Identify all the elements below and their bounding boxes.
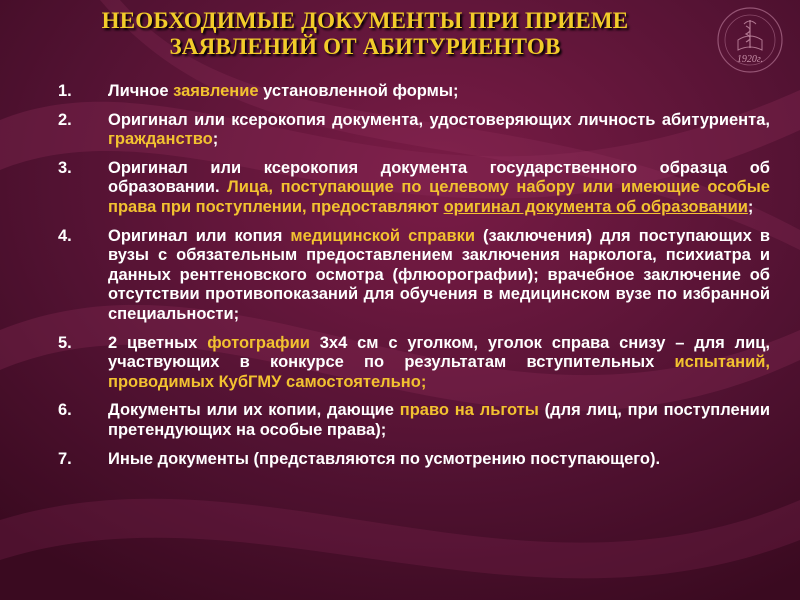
item-highlight: гражданство	[108, 130, 213, 149]
logo-year: 1920г.	[736, 54, 764, 65]
item-highlight: испытаний, проводимых КубГМУ самостоятельно;	[108, 353, 770, 391]
list-item	[58, 401, 770, 440]
item-text: Оригинал или копия	[108, 226, 291, 245]
item-text: (для лиц, при поступлении претендующих на особые права);	[108, 401, 770, 439]
item-number: 6.	[58, 401, 72, 420]
item-number: 1.	[58, 82, 72, 100]
item-number: 5.	[58, 333, 72, 352]
list-item	[58, 334, 770, 393]
slide-title	[40, 8, 690, 60]
item-text: (заключения) для поступающих в вузы с обязательным предоставлением заключения нарколога, психиатра и данных рентгеновского осмотра (флюорографии); врачебное заключение об отсутствии противопоказаний для обучения в медицинском вузе по избранной специальности;	[108, 226, 771, 323]
item-number: 2.	[58, 110, 72, 129]
title-line-2: ЗАЯВЛЕНИЙ ОТ АБИТУРИЕНТОВ	[169, 34, 561, 59]
list-item	[58, 227, 770, 325]
item-highlight: право на льготы	[399, 401, 539, 420]
item-text: Личное	[108, 82, 174, 100]
university-logo	[700, 4, 796, 76]
list-item	[58, 111, 770, 150]
item-text: 2 цветных	[108, 333, 208, 352]
item-text: Иные документы (представляются по усмотрению поступающего).	[108, 449, 661, 468]
item-number: 4.	[58, 226, 72, 245]
list-item	[58, 82, 770, 102]
item-text: 3х4 см с уголком, уголок справа снизу – для лиц, участвующих в конкурсе по результатам вступительных	[108, 333, 770, 372]
list-item	[58, 159, 770, 218]
item-text: установленной формы;	[258, 82, 459, 100]
item-text: ;	[747, 197, 754, 216]
university-emblem-icon	[700, 4, 796, 76]
item-text: Оригинал или ксерокопия документа, удостоверяющих личность абитуриента,	[108, 110, 770, 129]
item-number: 3.	[58, 158, 72, 177]
item-text: Документы или их копии, дающие	[108, 401, 400, 420]
item-highlight-underlined: оригинал документа об образовании	[443, 197, 748, 216]
list-item	[58, 450, 770, 470]
item-text: ;	[212, 130, 219, 149]
item-highlight: Лица, поступающие по целевому набору или имеющие особые права при поступлении, предоставляют	[108, 178, 770, 216]
item-highlight: заявление	[173, 82, 259, 100]
item-text: Оригинал или ксерокопия документа государственного образца об образовании.	[108, 158, 770, 197]
item-highlight: медицинской справки	[290, 226, 476, 245]
item-number: 7.	[58, 449, 72, 468]
documents-list	[58, 82, 770, 478]
title-line-1: НЕОБХОДИМЫЕ ДОКУМЕНТЫ ПРИ ПРИЕМЕ	[101, 8, 629, 33]
item-highlight: фотографии	[207, 333, 310, 352]
